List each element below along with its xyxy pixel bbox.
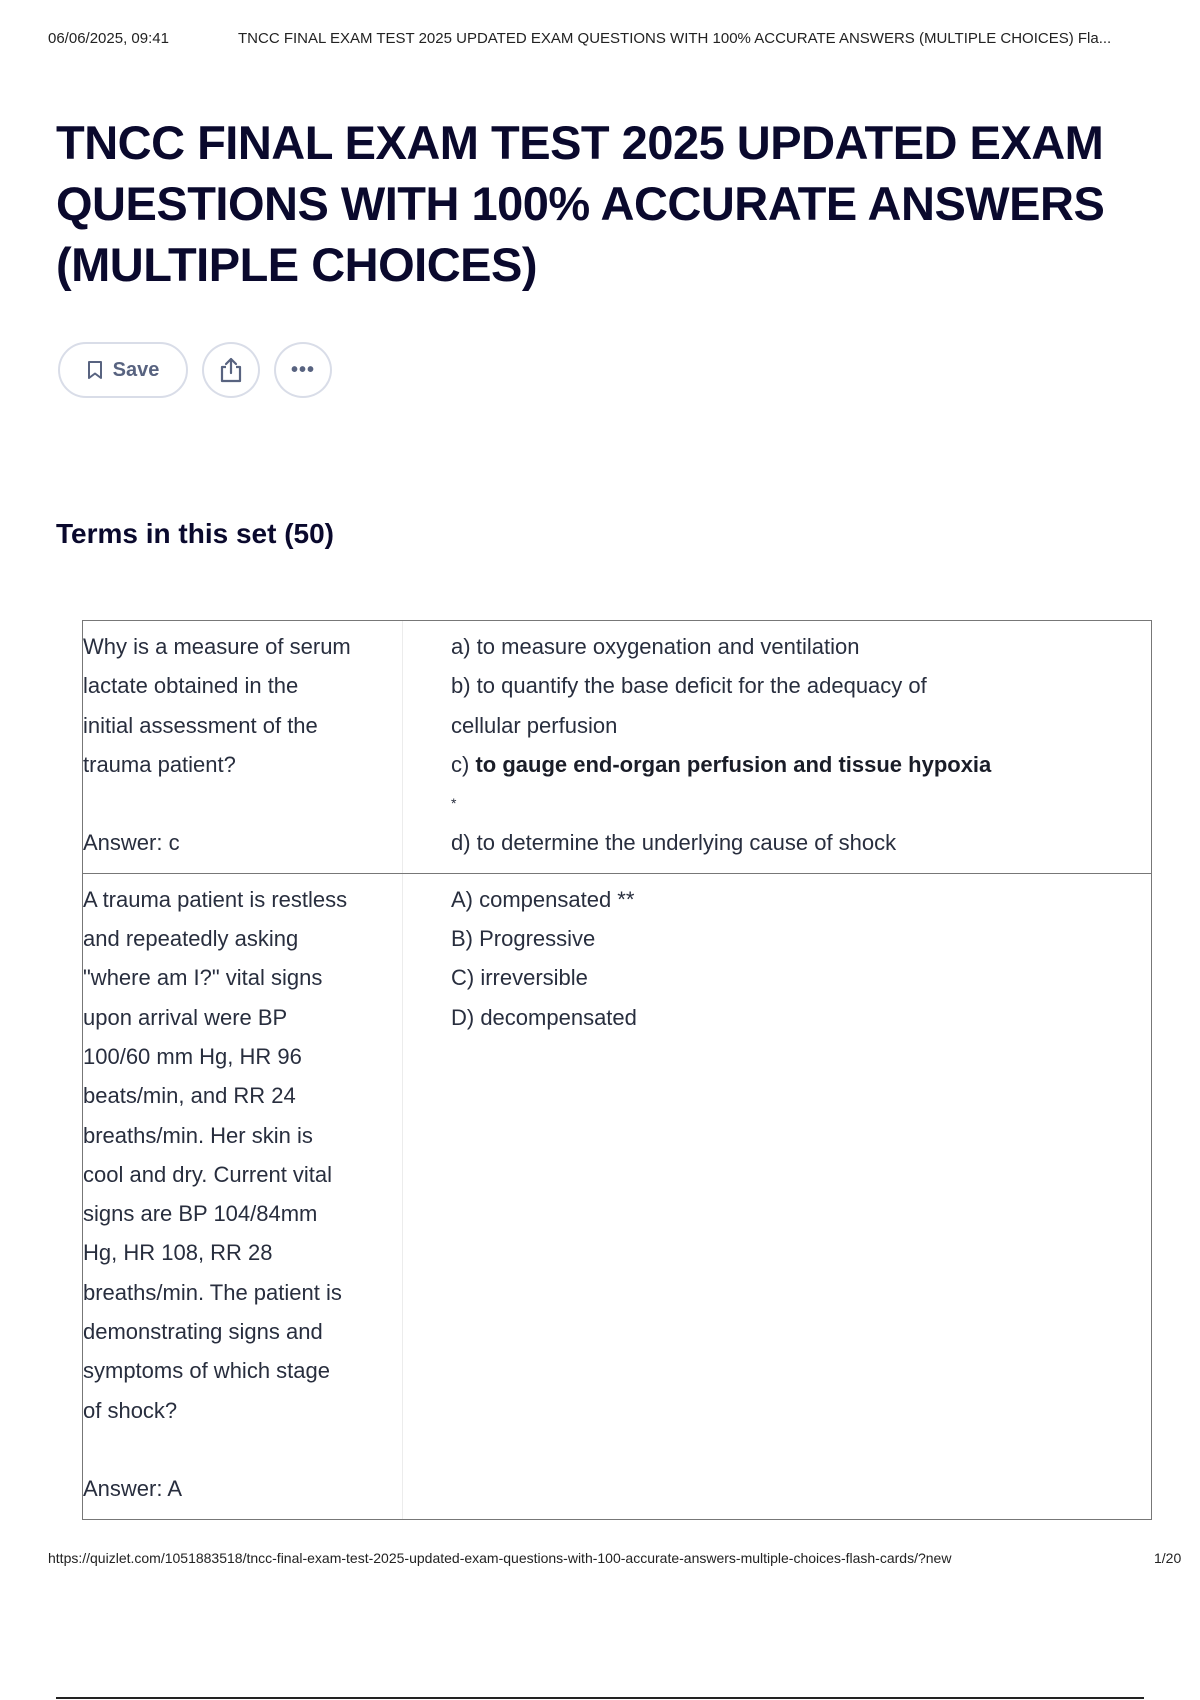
term-spacer — [83, 784, 402, 823]
option-a: A) compensated ** — [451, 886, 635, 912]
term-line: lactate obtained in the — [83, 673, 299, 699]
option-d: d) to determine the underlying cause of shock — [451, 830, 897, 856]
term-line: "where am I?" vital signs — [83, 965, 323, 991]
save-button-label: Save — [112, 358, 160, 381]
term-line: cool and dry. Current vital — [83, 1161, 333, 1187]
option-b: b) to quantify the base deficit for the adequacy of — [451, 673, 927, 699]
option-d: D) decompensated — [451, 1004, 637, 1030]
term-line: demonstrating signs and — [83, 1319, 323, 1345]
term-answer: Answer: A — [83, 1476, 183, 1502]
set-title-line: TNCC FINAL EXAM TEST 2025 UPDATED EXAM — [56, 116, 1104, 169]
term-line: symptoms of which stage — [83, 1358, 330, 1384]
share-icon — [218, 356, 244, 384]
page-divider — [56, 1697, 1144, 1699]
term-card — [83, 621, 1151, 874]
save-button[interactable] — [58, 342, 188, 398]
term-spacer — [83, 1430, 402, 1469]
term-line: Hg, HR 108, RR 28 — [83, 1240, 273, 1266]
option-c — [451, 745, 1151, 784]
term-line: upon arrival were BP — [83, 1004, 288, 1030]
share-button[interactable] — [202, 342, 260, 398]
term-line: breaths/min. Her skin is — [83, 1122, 313, 1148]
term-question — [83, 874, 403, 1519]
term-definition — [403, 621, 1151, 873]
term-question — [83, 621, 403, 873]
terms-heading: Terms in this set (50) — [56, 518, 335, 549]
option-c-prefix: c) — [451, 751, 476, 777]
term-line: beats/min, and RR 24 — [83, 1083, 296, 1109]
term-line: signs are BP 104/84mm — [83, 1201, 318, 1227]
term-line: initial assessment of the — [83, 712, 318, 738]
set-title — [56, 112, 1136, 295]
bookmark-icon — [87, 360, 103, 380]
print-url: https://quizlet.com/1051883518/tncc-final-exam-test-2025-updated-exam-questions-with-100-accurate-answers-multiple-choices-flash-cards/?new — [48, 1550, 952, 1566]
print-datetime: 06/06/2025, 09:41 — [48, 30, 169, 47]
term-card — [83, 874, 1151, 1519]
term-line: trauma patient? — [83, 751, 236, 777]
correct-mark: * — [451, 795, 457, 812]
set-title-line: QUESTIONS WITH 100% ACCURATE ANSWERS — [56, 177, 1105, 230]
terms-list — [82, 620, 1152, 1520]
set-title-line: (MULTIPLE CHOICES) — [56, 238, 537, 291]
print-page-title: TNCC FINAL EXAM TEST 2025 UPDATED EXAM QUESTIONS WITH 100% ACCURATE ANSWERS (MULTIPLE CHOICES) Fla... — [238, 30, 1112, 47]
term-definition — [403, 874, 1151, 1519]
option-b-cont: cellular perfusion — [451, 712, 618, 738]
term-line: and repeatedly asking — [83, 926, 299, 952]
option-a: a) to measure oxygenation and ventilation — [451, 634, 860, 659]
term-line: Why is a measure of serum — [83, 634, 351, 659]
term-line: breaths/min. The patient is — [83, 1279, 342, 1305]
page-number: 1/20 — [1154, 1550, 1182, 1566]
term-answer: Answer: c — [83, 830, 180, 856]
term-line: of shock? — [83, 1397, 178, 1423]
term-line: A trauma patient is restless — [83, 886, 348, 912]
option-c: C) irreversible — [451, 965, 588, 991]
option-c-answer: to gauge end-organ perfusion and tissue hypoxia — [475, 751, 992, 777]
term-line: 100/60 mm Hg, HR 96 — [83, 1043, 302, 1069]
more-icon: ••• — [290, 358, 315, 381]
more-options-button[interactable] — [274, 342, 332, 398]
option-b: B) Progressive — [451, 926, 596, 952]
